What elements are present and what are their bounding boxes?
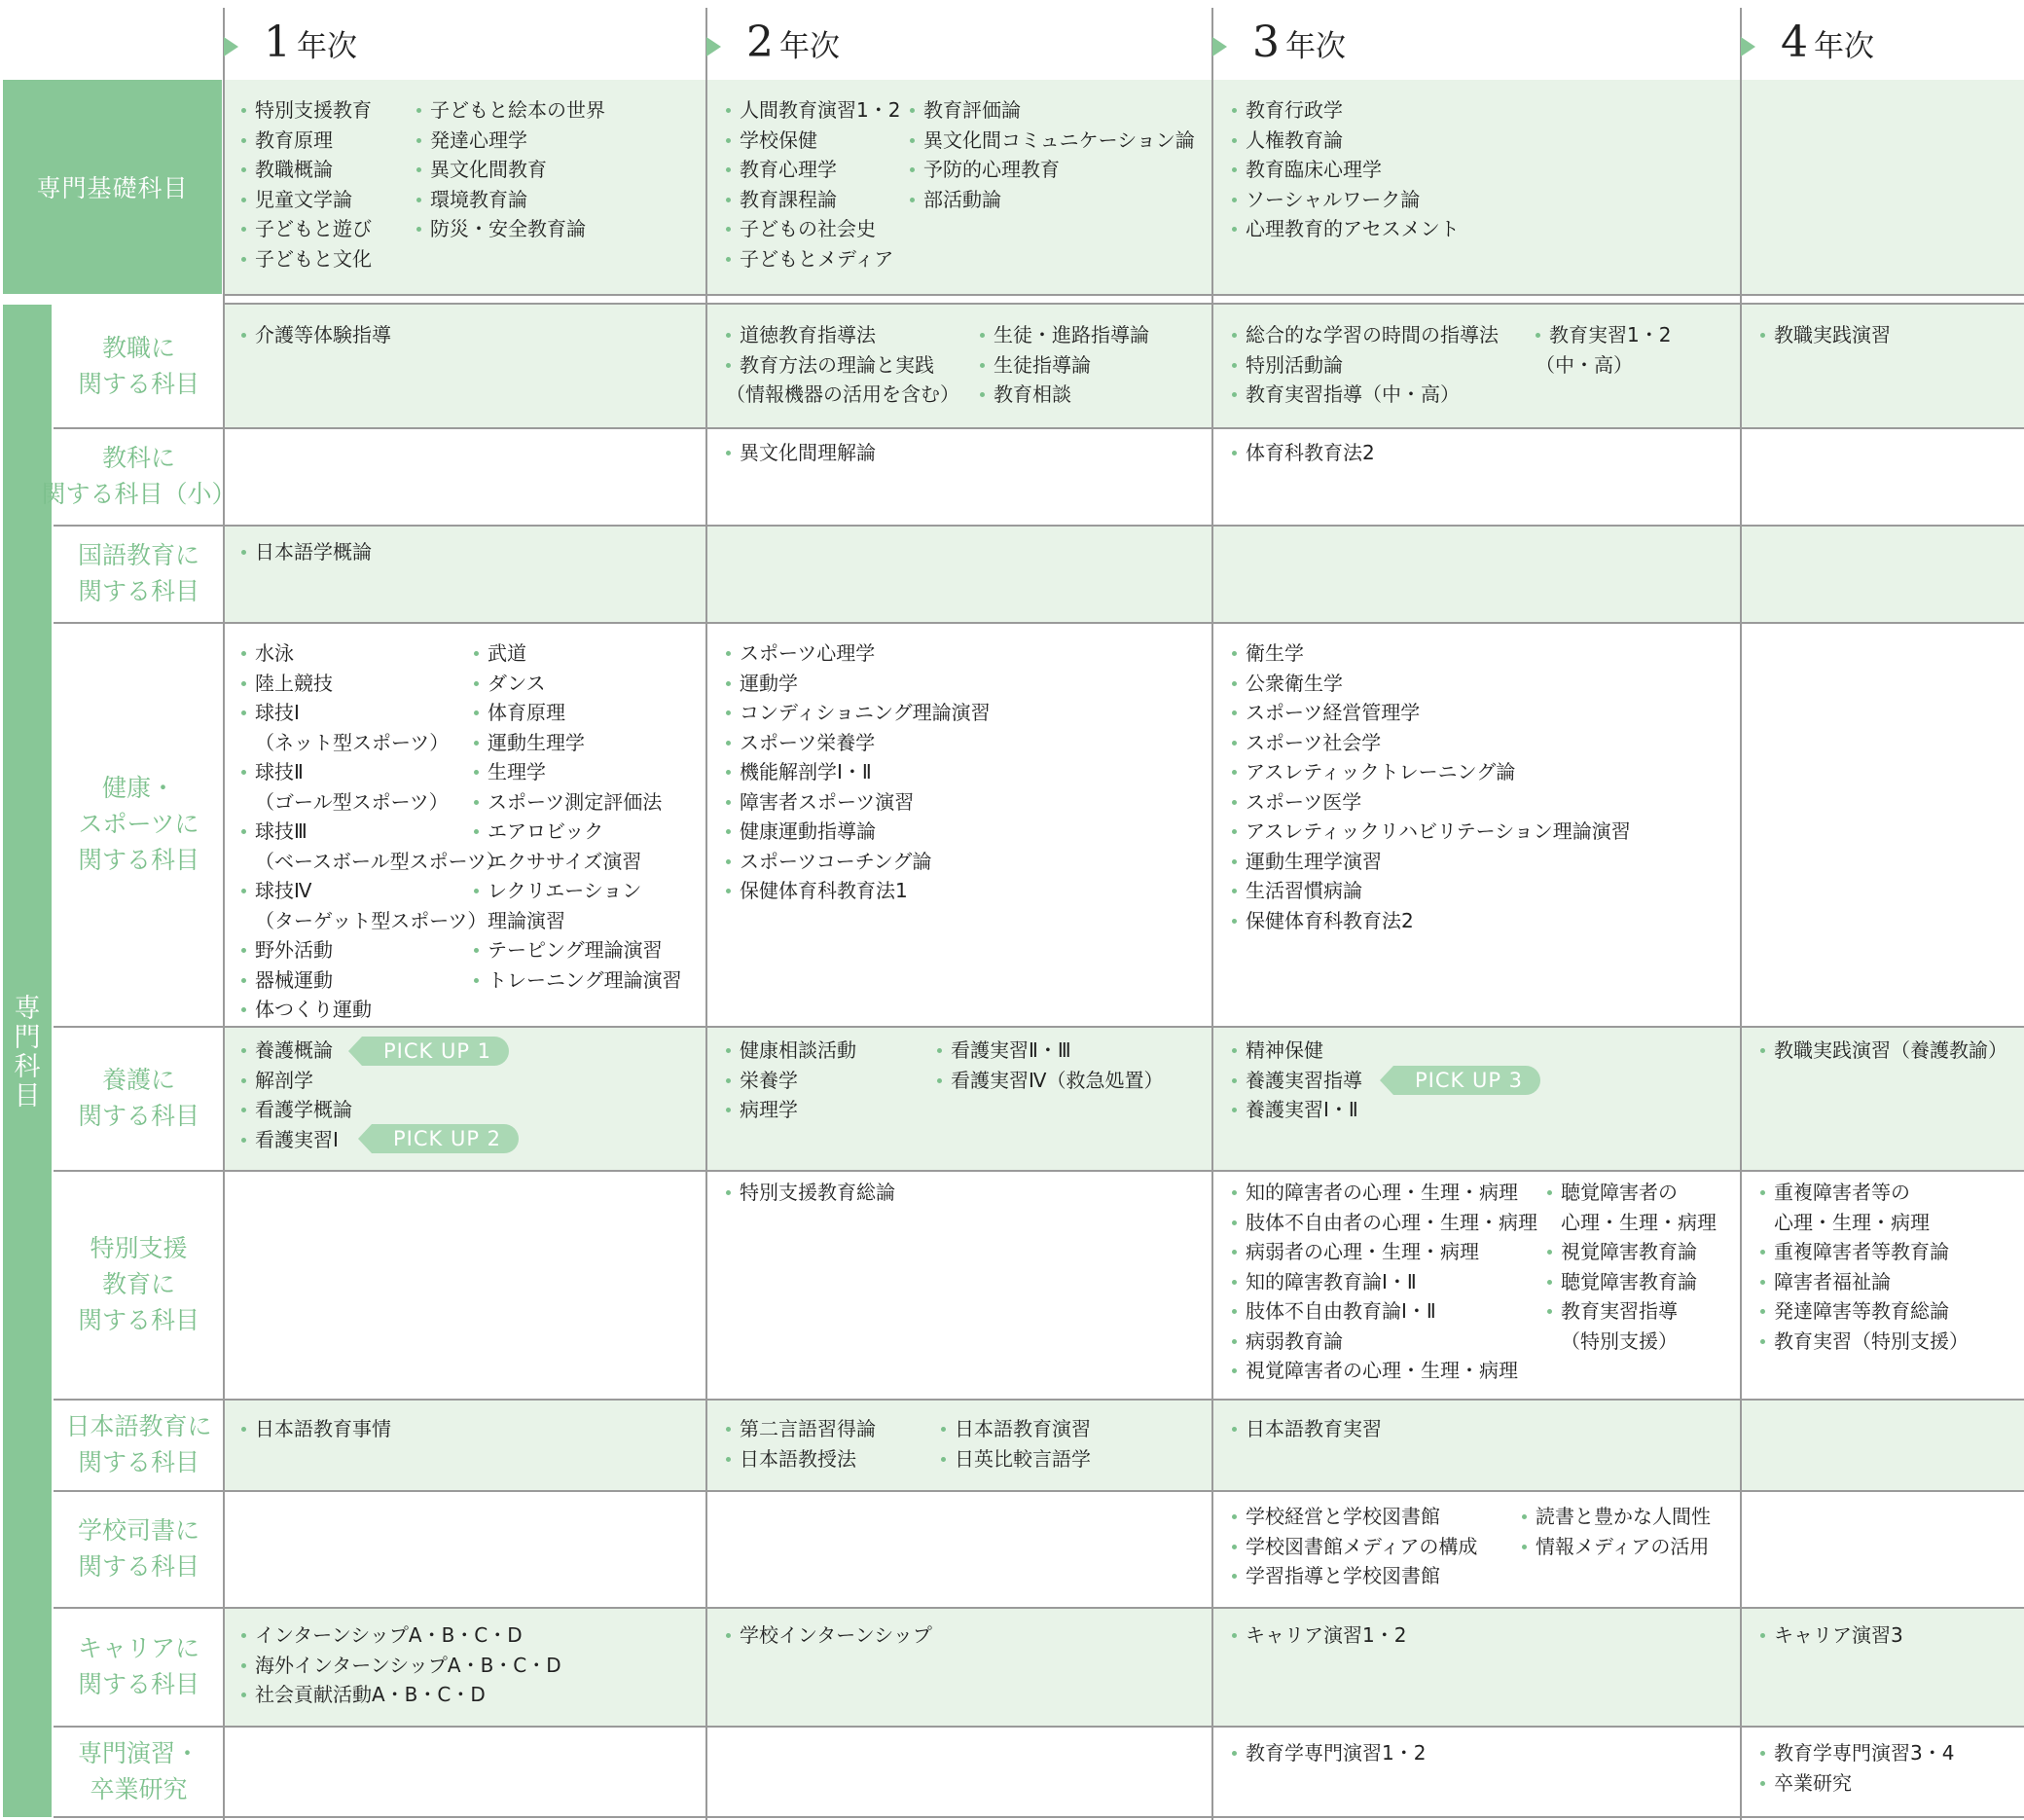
course-item: 精神保健 <box>1232 1036 1362 1066</box>
course-list <box>1760 1620 1903 1651</box>
course-list <box>241 537 372 567</box>
senmon-char: 科 <box>14 1052 41 1082</box>
course-item: 保健体育科教育法1 <box>726 876 991 906</box>
course-item: 機能解剖学Ⅰ・Ⅱ <box>726 757 991 787</box>
course-item: 卒業研究 <box>1760 1768 1954 1799</box>
year-header-2 <box>706 18 840 76</box>
course-item: 教育学専門演習3・4 <box>1760 1738 1954 1768</box>
course-item: 球技Ⅰ <box>241 698 506 728</box>
course-list <box>1760 320 1891 350</box>
course-item: 病弱者の心理・生理・病理 <box>1232 1237 1537 1267</box>
course-item: スポーツ医学 <box>1232 787 1631 818</box>
category-label-line: 関する科目 <box>77 577 199 605</box>
course-list <box>1232 638 1631 935</box>
course-item: 子どもの社会史 <box>726 214 900 244</box>
category-label-yogo <box>54 1026 224 1170</box>
course-list <box>726 1620 932 1651</box>
course-item: 健康相談活動 <box>726 1036 856 1066</box>
course-item: 特別活動論 <box>1232 350 1499 381</box>
course-item: 栄養学 <box>726 1066 856 1096</box>
col-divider <box>705 8 707 1820</box>
course-item: 心理教育的アセスメント <box>1232 214 1460 244</box>
course-list <box>416 95 605 244</box>
course-item: 器械運動 <box>241 965 506 996</box>
course-item: 教育臨床心理学 <box>1232 155 1460 185</box>
course-item: 野外活動 <box>241 935 506 965</box>
course-item: 総合的な学習の時間の指導法 <box>1232 320 1499 350</box>
year-header-4 <box>1741 18 1874 76</box>
category-label-line: 日本語教育に <box>65 1412 212 1440</box>
row-divider <box>54 525 2024 527</box>
pick-up-badge-1[interactable]: PICK UP 1 <box>362 1037 509 1066</box>
course-list <box>241 1620 561 1710</box>
year-suffix: 年次 <box>1814 29 1874 64</box>
course-item: 聴覚障害教育論 <box>1547 1267 1717 1297</box>
course-item: 視覚障害教育論 <box>1547 1237 1717 1267</box>
year-suffix: 年次 <box>1285 29 1346 64</box>
course-item: 解剖学 <box>241 1066 352 1096</box>
course-item: 体育原理 <box>474 698 682 728</box>
course-item: 養護概論 <box>241 1036 352 1066</box>
course-item: 教育実習指導 <box>1547 1296 1717 1327</box>
course-item: 環境教育論 <box>416 185 605 215</box>
course-item: 教育実習指導（中・高） <box>1232 380 1499 410</box>
course-item: 看護実習Ⅳ（救急処置） <box>937 1066 1163 1096</box>
course-item: スポーツ社会学 <box>1232 728 1631 758</box>
course-item: スポーツ測定評価法 <box>474 787 682 818</box>
course-item: 教育原理 <box>241 126 372 156</box>
course-item: 教育実習（特別支援） <box>1760 1327 1969 1357</box>
course-item: 教育相談 <box>980 380 1149 410</box>
course-list <box>1760 1738 1954 1798</box>
course-item: （ゴール型スポーツ） <box>255 789 449 814</box>
category-label-line: 教育に <box>101 1270 175 1298</box>
course-item: 障害者スポーツ演習 <box>726 787 991 818</box>
course-item: 武道 <box>474 638 682 669</box>
course-item: 社会貢献活動A・B・C・D <box>241 1680 561 1710</box>
year-header-1 <box>224 18 357 76</box>
course-item: 特別支援教育総論 <box>726 1178 895 1208</box>
course-item: （ネット型スポーツ） <box>255 730 450 754</box>
row-divider <box>54 1399 2024 1401</box>
category-label-shisho <box>54 1490 224 1607</box>
col-divider <box>1211 8 1213 1820</box>
course-item: 保健体育科教育法2 <box>1232 906 1631 936</box>
course-item: 予防的心理教育 <box>910 155 1195 185</box>
course-item: 体育科教育法2 <box>1232 438 1375 468</box>
course-item: 読書と豊かな人間性 <box>1522 1502 1711 1532</box>
course-list <box>1760 1036 2007 1066</box>
course-list <box>980 320 1149 410</box>
course-item: 養護実習指導 <box>1232 1066 1362 1096</box>
category-label-kyoka <box>41 427 236 525</box>
category-label-line: スポーツに <box>78 810 199 838</box>
course-item: レクリエーション <box>474 876 682 906</box>
course-item: 陸上競技 <box>241 669 506 699</box>
course-item: エクササイズ演習 <box>488 849 642 873</box>
course-item: 教育心理学 <box>726 155 900 185</box>
category-label-tokubetsu <box>54 1170 224 1399</box>
course-item: 公衆衛生学 <box>1232 669 1631 699</box>
category-label-line: 学校司書に <box>77 1516 199 1545</box>
course-item: 海外インターンシップA・B・C・D <box>241 1651 561 1681</box>
year-number: 1 <box>264 18 291 67</box>
band-nihongo <box>224 1399 2024 1490</box>
course-item: 教職実践演習 <box>1760 320 1891 350</box>
course-item: 教育評価論 <box>910 95 1195 126</box>
course-item: ダンス <box>474 669 682 699</box>
course-list <box>1232 1620 1406 1651</box>
category-label-line: 健康・ <box>101 774 175 802</box>
course-item: スポーツ栄養学 <box>726 728 991 758</box>
course-item: 教職概論 <box>241 155 372 185</box>
course-item: 心理・生理・病理 <box>1561 1210 1717 1234</box>
course-item: 障害者福祉論 <box>1760 1267 1969 1297</box>
row-divider <box>224 294 2024 296</box>
course-item: 知的障害教育論Ⅰ・Ⅱ <box>1232 1267 1537 1297</box>
category-label-kyoshoku <box>54 305 224 427</box>
course-item: 心理・生理・病理 <box>1774 1210 1930 1234</box>
course-item: 教職実践演習（養護教諭） <box>1760 1036 2007 1066</box>
year-number: 4 <box>1781 18 1808 67</box>
course-item-note: （中・高） <box>1536 352 1633 377</box>
course-item: 病弱教育論 <box>1232 1327 1537 1357</box>
category-label-enshu <box>54 1726 224 1816</box>
course-list <box>1232 438 1375 468</box>
course-list <box>726 1178 895 1208</box>
course-item: 視覚障害者の心理・生理・病理 <box>1232 1356 1537 1386</box>
course-item: 球技Ⅲ <box>241 817 506 847</box>
course-item: 理論演習 <box>488 908 565 932</box>
course-item: エアロビック <box>474 817 682 847</box>
course-list <box>241 1036 352 1154</box>
course-item: 水泳 <box>241 638 506 669</box>
course-item: 教育実習1・2 <box>1536 320 1671 350</box>
course-item: 日本語教育演習 <box>941 1414 1091 1444</box>
course-item: テーピング理論演習 <box>474 935 682 965</box>
course-list <box>1232 320 1499 410</box>
course-item: キャリア演習3 <box>1760 1620 1903 1651</box>
course-item: 日本語教授法 <box>726 1444 876 1474</box>
course-list <box>1232 1414 1382 1444</box>
course-item: 肢体不自由者の心理・生理・病理 <box>1232 1208 1537 1238</box>
category-label-kokugo <box>54 525 224 622</box>
course-item: 異文化間教育 <box>416 155 605 185</box>
category-label-line: 関する科目 <box>77 846 199 874</box>
course-item: コンディショニング理論演習 <box>726 698 991 728</box>
course-list <box>726 638 991 906</box>
year-number: 2 <box>746 18 774 67</box>
course-item: スポーツコーチング論 <box>726 847 991 877</box>
senmon-char: 門 <box>14 1023 41 1053</box>
course-item: 情報メディアの活用 <box>1522 1532 1711 1562</box>
course-item: 第二言語習得論 <box>726 1414 876 1444</box>
course-item: 養護実習Ⅰ・Ⅱ <box>1232 1095 1362 1125</box>
pick-up-badge-3[interactable]: PICK UP 3 <box>1393 1066 1540 1095</box>
course-item: 体つくり運動 <box>241 995 506 1025</box>
course-item: 教育学専門演習1・2 <box>1232 1738 1426 1768</box>
course-item: トレーニング理論演習 <box>474 965 682 996</box>
course-list <box>726 1036 856 1125</box>
category-label-line: 関する科目 <box>77 1552 199 1581</box>
course-item: 学習指導と学校図書館 <box>1232 1561 1477 1591</box>
course-list <box>474 638 682 995</box>
course-item: 教育方法の理論と実践 <box>726 350 959 381</box>
category-label-line: 関する科目 <box>77 1670 199 1698</box>
course-item: 特別支援教育 <box>241 95 372 126</box>
course-item: 球技Ⅳ <box>241 876 506 906</box>
course-list <box>726 95 900 273</box>
course-list <box>241 1414 391 1444</box>
course-list <box>1760 1178 1969 1356</box>
course-item: ソーシャルワーク論 <box>1232 185 1460 215</box>
row-divider <box>54 1816 2024 1818</box>
category-label-line: 国語教育に <box>77 541 199 569</box>
course-item: 生徒・進路指導論 <box>980 320 1149 350</box>
course-item: スポーツ経営管理学 <box>1232 698 1631 728</box>
senmon-char: 目 <box>14 1081 41 1111</box>
category-label-line: キャリアに <box>77 1634 199 1662</box>
course-item: スポーツ心理学 <box>726 638 991 669</box>
pick-up-badge-2[interactable]: PICK UP 2 <box>372 1124 519 1153</box>
course-item: 道徳教育指導法 <box>726 320 959 350</box>
category-label-line: 特別支援 <box>90 1234 188 1262</box>
course-list <box>726 438 876 468</box>
course-item: 生理学 <box>474 757 682 787</box>
course-item: 日本語学概論 <box>241 537 372 567</box>
course-item: 教育課程論 <box>726 185 900 215</box>
course-item: 学校経営と学校図書館 <box>1232 1502 1477 1532</box>
course-item: 肢体不自由教育論Ⅰ・Ⅱ <box>1232 1296 1537 1327</box>
course-list <box>241 95 372 273</box>
category-label-nihongo <box>54 1399 224 1490</box>
category-label-line: 教職に <box>101 334 175 362</box>
course-item: アスレティックリハビリテーション理論演習 <box>1232 817 1631 847</box>
category-label-line: 関する科目 <box>77 1448 199 1476</box>
course-item: 看護実習Ⅰ <box>241 1125 352 1155</box>
course-item: 健康運動指導論 <box>726 817 991 847</box>
band-kokugo <box>224 525 2024 622</box>
category-label-line: 養護に <box>101 1066 175 1094</box>
course-list <box>1232 1036 1362 1125</box>
course-item: 運動生理学演習 <box>1232 847 1631 877</box>
course-item: 異文化間理解論 <box>726 438 876 468</box>
row-divider <box>54 1490 2024 1492</box>
category-label-line: 関する科目 <box>77 1306 199 1334</box>
course-list <box>1522 1502 1711 1561</box>
category-label-line: 卒業研究 <box>90 1774 188 1803</box>
course-item: 聴覚障害者の <box>1547 1178 1717 1208</box>
course-item: 学校保健 <box>726 126 900 156</box>
course-item: 発達心理学 <box>416 126 605 156</box>
course-list <box>910 95 1195 214</box>
course-item: 日本語教育事情 <box>241 1414 391 1444</box>
senmon-label <box>3 995 52 1111</box>
course-item: 運動生理学 <box>474 728 682 758</box>
course-item: 児童文学論 <box>241 185 372 215</box>
row-divider <box>54 1726 2024 1728</box>
course-item: 部活動論 <box>910 185 1195 215</box>
course-item: 病理学 <box>726 1095 856 1125</box>
senmon-char: 専 <box>14 994 41 1024</box>
category-label-line: 関する科目 <box>77 1102 199 1130</box>
course-item: インターンシップA・B・C・D <box>241 1620 561 1651</box>
course-item: 防災・安全教育論 <box>416 214 605 244</box>
course-item: 重複障害者等の <box>1760 1178 1969 1208</box>
course-item: （特別支援） <box>1561 1329 1678 1353</box>
year-suffix: 年次 <box>297 29 357 64</box>
row-divider <box>54 622 2024 624</box>
course-item: 子どもと遊び <box>241 214 372 244</box>
course-list <box>241 638 506 1025</box>
category-label-line: 関する科目 <box>77 370 199 398</box>
category-label-kenko <box>54 622 224 1026</box>
course-item: 子どもと絵本の世界 <box>416 95 605 126</box>
triangle-icon <box>224 37 238 56</box>
category-label-line: 関する科目（小） <box>41 480 236 508</box>
course-item: 人間教育演習1・2 <box>726 95 900 126</box>
course-item: 球技Ⅱ <box>241 757 506 787</box>
course-item: 生活習慣病論 <box>1232 876 1631 906</box>
col-divider <box>1740 8 1742 1820</box>
course-item: 教育行政学 <box>1232 95 1460 126</box>
triangle-icon <box>1741 37 1755 56</box>
triangle-icon <box>1212 37 1227 56</box>
course-item: （ターゲット型スポーツ） <box>255 908 488 932</box>
course-item: 看護実習Ⅱ・Ⅲ <box>937 1036 1163 1066</box>
course-item: 子どもとメディア <box>726 244 900 274</box>
course-item-note: （情報機器の活用を含む） <box>726 382 959 406</box>
triangle-icon <box>706 37 721 56</box>
course-item: （ベースボール型スポーツ） <box>255 849 506 873</box>
course-item: 日本語教育実習 <box>1232 1414 1382 1444</box>
course-list <box>1232 1178 1537 1386</box>
category-label-line: 教科に <box>101 444 175 472</box>
row-divider <box>54 1026 2024 1028</box>
category-label-line: 専門演習・ <box>77 1738 199 1767</box>
course-item: 生徒指導論 <box>980 350 1149 381</box>
course-list <box>726 320 959 410</box>
course-list <box>241 320 391 350</box>
course-list <box>726 1414 876 1474</box>
kiso-label: 専門基礎科目 <box>3 80 222 294</box>
category-label-career <box>54 1607 224 1726</box>
row-divider <box>54 1170 2024 1172</box>
course-item: 介護等体験指導 <box>241 320 391 350</box>
course-list <box>1232 1738 1426 1768</box>
course-list <box>1232 1502 1477 1591</box>
row-divider <box>54 1607 2024 1609</box>
course-list <box>941 1414 1091 1474</box>
course-list <box>1232 95 1460 244</box>
course-list <box>1547 1178 1717 1356</box>
row-divider <box>224 303 2024 305</box>
course-item: 発達障害等教育総論 <box>1760 1296 1969 1327</box>
course-item: キャリア演習1・2 <box>1232 1620 1406 1651</box>
course-item: 子どもと文化 <box>241 244 372 274</box>
course-item: 日英比較言語学 <box>941 1444 1091 1474</box>
year-number: 3 <box>1252 18 1280 67</box>
course-item: 学校図書館メディアの構成 <box>1232 1532 1477 1562</box>
course-item: アスレティックトレーニング論 <box>1232 757 1631 787</box>
course-item: 衛生学 <box>1232 638 1631 669</box>
row-divider <box>54 427 2024 429</box>
course-item: 重複障害者等教育論 <box>1760 1237 1969 1267</box>
course-item: 学校インターンシップ <box>726 1620 932 1651</box>
course-list <box>937 1036 1163 1095</box>
course-item: 異文化間コミュニケーション論 <box>910 126 1195 156</box>
course-item: 人権教育論 <box>1232 126 1460 156</box>
course-item: 知的障害者の心理・生理・病理 <box>1232 1178 1537 1208</box>
year-header-3 <box>1212 18 1346 76</box>
year-suffix: 年次 <box>779 29 840 64</box>
course-item: 看護学概論 <box>241 1095 352 1125</box>
course-list <box>1536 320 1671 380</box>
course-item: 運動学 <box>726 669 991 699</box>
